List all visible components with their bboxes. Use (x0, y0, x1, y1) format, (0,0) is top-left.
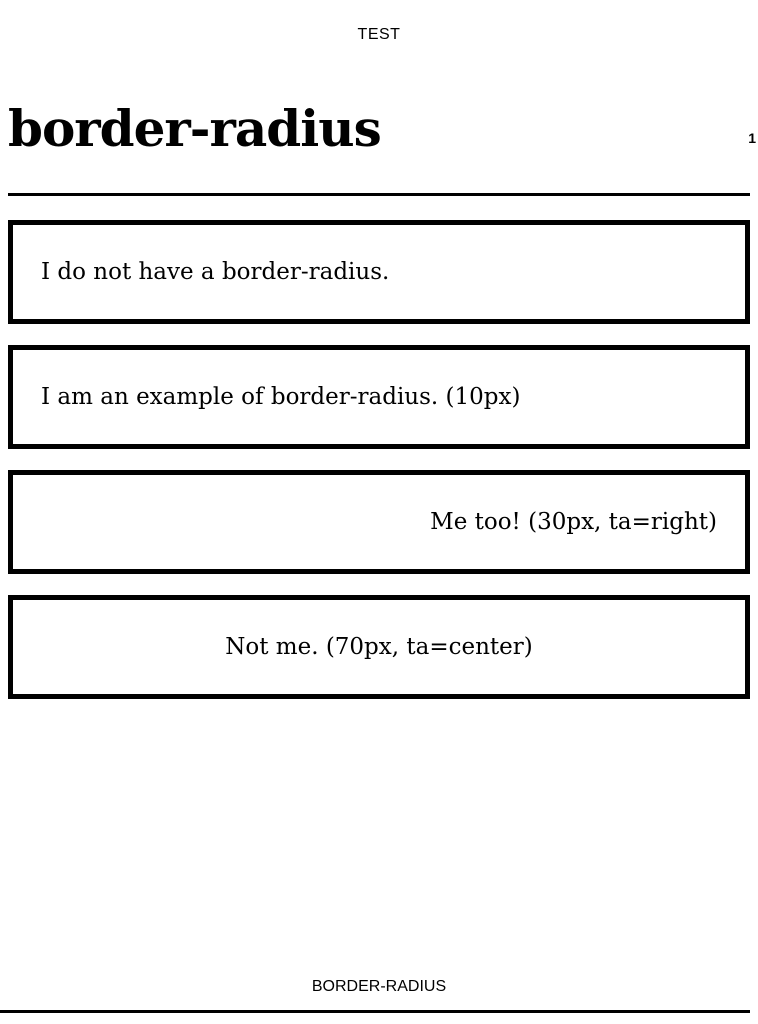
example-box-text: I do not have a border-radius. (41, 259, 390, 285)
running-footer: BORDER-RADIUS (311, 978, 447, 995)
example-box-text: Not me. (70px, ta=center) (225, 634, 533, 660)
example-box-radius-30 (8, 470, 750, 574)
example-box-text: I am an example of border-radius. (10px) (41, 384, 521, 410)
example-box-text: Me too! (30px, ta=right) (430, 509, 717, 535)
running-header: TEST (357, 26, 401, 43)
footer-divider (0, 1010, 750, 1013)
example-box-radius-70 (8, 595, 750, 699)
page-number: 1 (748, 130, 756, 146)
page-title: border-radius (8, 99, 381, 158)
title-divider (8, 193, 750, 196)
example-box-no-radius (8, 220, 750, 324)
example-box-radius-10 (8, 345, 750, 449)
